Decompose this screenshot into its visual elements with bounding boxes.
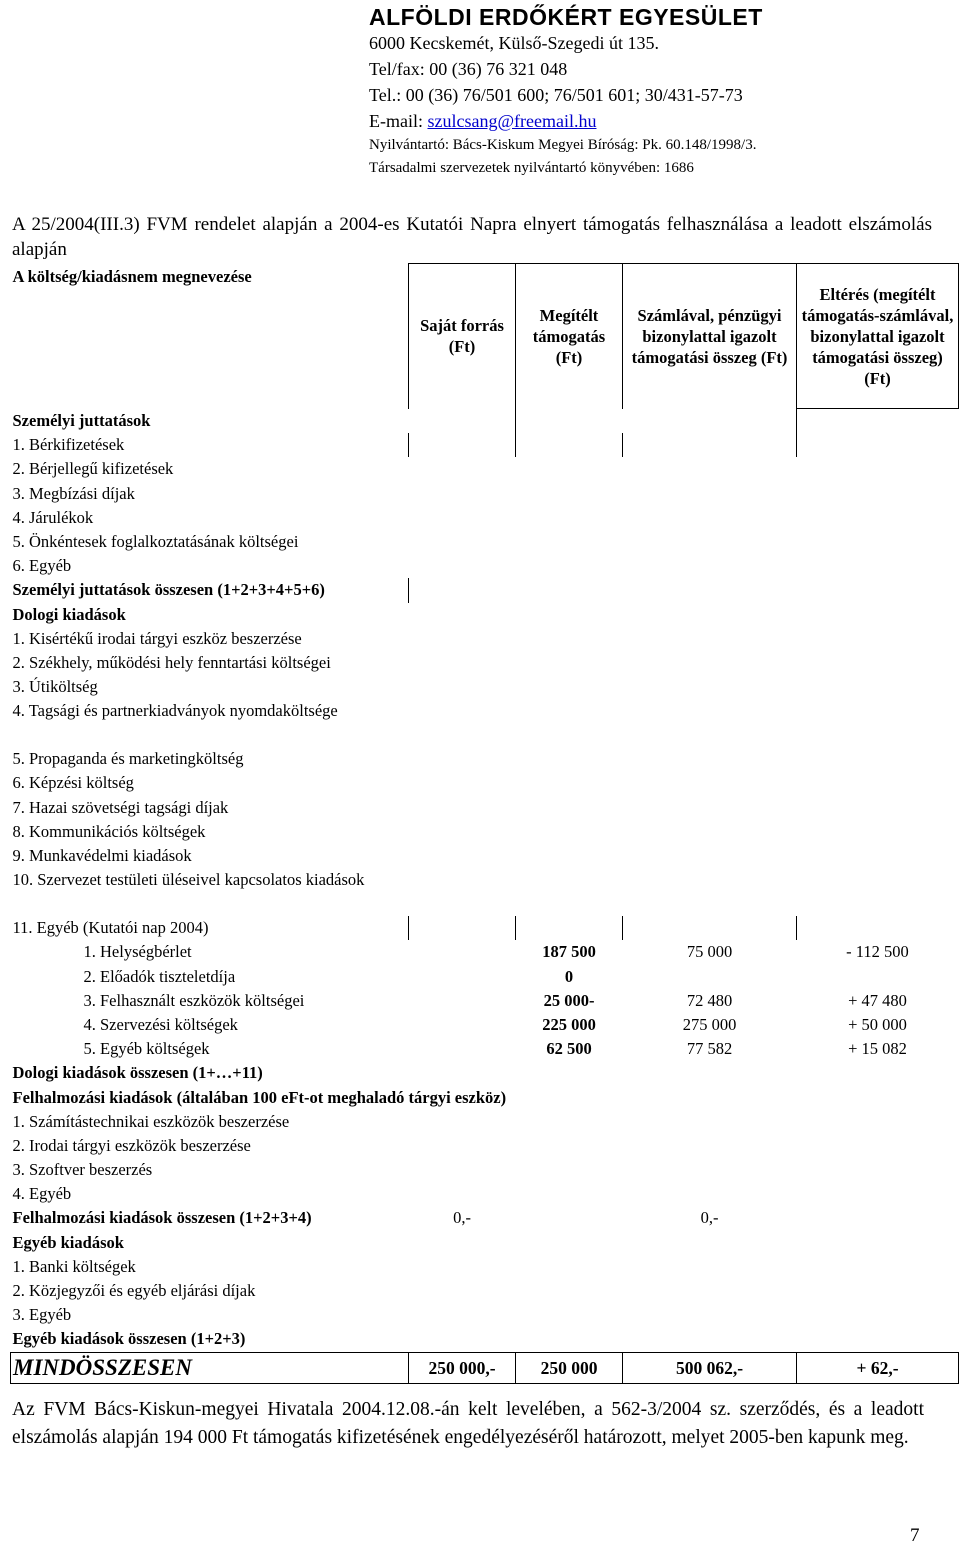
table-row: [11, 844, 959, 868]
row-label: 6. Egyéb: [12, 556, 72, 576]
table-row: [11, 771, 959, 795]
table-row: [11, 1013, 959, 1037]
table-row: [11, 603, 959, 627]
row-label: 2. Előadók tiszteletdíja: [83, 966, 236, 986]
table-row: [11, 554, 959, 578]
row-label: 1. Bérkifizetések: [12, 435, 125, 455]
table-row: [11, 820, 959, 844]
cell-granted: 0: [564, 966, 574, 986]
table-row: [11, 627, 959, 651]
cell-proven: [623, 965, 797, 989]
row-label: Személyi juttatások: [12, 410, 151, 430]
cell-diff: [797, 965, 959, 989]
total-diff: + 62,-: [797, 1352, 959, 1383]
telfax: Tel/fax: 00 (36) 76 321 048: [369, 59, 568, 79]
cell-proven: 77 582: [686, 1039, 733, 1059]
row-label: 1. Banki költségek: [12, 1256, 136, 1276]
cell-proven: 275 000: [682, 1014, 737, 1034]
header-proven: Számlával, pénzügyi bizonylattal igazolt támogatási összeg (Ft): [623, 264, 797, 409]
table-row: [11, 868, 959, 916]
telephone: Tel.: 00 (36) 76/501 600; 76/501 601; 30/431-57-73: [369, 85, 743, 105]
row-label: 3. Egyéb: [12, 1305, 72, 1325]
table-row: [11, 506, 959, 530]
row-label: 2. Székhely, működési hely fenntartási költségei: [12, 652, 331, 672]
table-row: [11, 1279, 959, 1303]
row-label: 7. Hazai szövetségi tagsági díjak: [12, 797, 229, 817]
row-label: 2. Bérjellegű kifizetések: [12, 459, 174, 479]
row-label: 4. Járulékok: [12, 507, 94, 527]
cell-diff: + 15 082: [848, 1039, 907, 1059]
row-label: Dologi kiadások összesen (1+…+11): [12, 1063, 263, 1083]
row-label: 4. Egyéb: [12, 1184, 72, 1204]
letterhead: [369, 4, 763, 180]
row-label: 3. Szoftver beszerzés: [12, 1160, 153, 1180]
cell-own: 0,-: [453, 1208, 471, 1228]
table-row: [11, 1110, 959, 1134]
row-label: 11. Egyéb (Kutatói nap 2004): [12, 918, 209, 938]
cell-diff: - 112 500: [846, 942, 909, 962]
table-row: [11, 409, 959, 434]
row-label: 5. Egyéb költségek: [83, 1039, 210, 1059]
row-label: 6. Képzési költség: [12, 773, 134, 793]
header-row: [11, 264, 959, 409]
email-label: E-mail:: [369, 111, 428, 131]
row-label: Személyi juttatások összesen (1+2+3+4+5+6): [12, 580, 325, 600]
table-row: [11, 916, 959, 940]
organization-name: ALFÖLDI ERDŐKÉRT EGYESÜLET: [369, 4, 763, 30]
row-label: 3. Útiköltség: [12, 677, 98, 697]
footer-paragraph: Az FVM Bács-Kiskun-megyei Hivatala 2004.12.08.-án kelt levelében, a 562-3/2004 sz. szerződés, és a leadott elszámolás alapján 194 000 Ft támogatás kifizetésének engedélyezéséről határozott, melyet 2005-ben kapunk meg.: [12, 1399, 924, 1448]
row-label: Egyéb kiadások: [12, 1232, 124, 1252]
table-row: [11, 578, 959, 602]
registry-book: Társadalmi szervezetek nyilvántartó könyvében: 1686: [369, 160, 694, 176]
total-label: MINDÖSSZESEN: [11, 1352, 409, 1383]
header-granted: Megítélt támogatás (Ft): [516, 264, 623, 409]
cell-proven: 75 000: [686, 942, 733, 962]
cell-proven: 72 480: [686, 990, 733, 1010]
row-label: 3. Felhasznált eszközök költségei: [83, 990, 305, 1010]
table-row: [11, 965, 959, 989]
row-label: Felhalmozási kiadások összesen (1+2+3+4): [12, 1208, 312, 1228]
table-row: [11, 482, 959, 506]
row-label: 2. Irodai tárgyi eszközök beszerzése: [12, 1135, 251, 1155]
table-row: [11, 796, 959, 820]
cell-diff: + 47 480: [848, 990, 907, 1010]
table-row: [11, 1182, 959, 1206]
row-label: Felhalmozási kiadások (általában 100 eFt-ot meghaladó tárgyi eszköz): [12, 1087, 507, 1107]
table-row: [11, 1086, 959, 1110]
table-row: [11, 1134, 959, 1158]
table-row: [11, 1061, 959, 1085]
cell-granted: 25 000-: [543, 990, 595, 1010]
address: 6000 Kecskemét, Külső-Szegedi út 135.: [369, 33, 659, 53]
table-row: [11, 699, 959, 747]
table-row: [11, 675, 959, 699]
table-row: [11, 1206, 959, 1230]
row-label: 8. Kommunikációs költségek: [12, 821, 206, 841]
total-row: [11, 1352, 959, 1383]
cell-granted: 225 000: [542, 1014, 596, 1034]
total-granted: 250 000: [516, 1352, 623, 1383]
cell-granted: 62 500: [546, 1039, 592, 1059]
intro-text: A 25/2004(III.3) FVM rendelet alapján a 2004-es Kutatói Napra elnyert támogatás felhasználása a leadott elszámolás alapján: [12, 214, 932, 260]
row-label: 5. Propaganda és marketingköltség: [12, 749, 244, 769]
header-diff: Eltérés (megítélt támogatás-számlával, bizonylattal igazolt támogatási összeg) (Ft): [797, 264, 959, 409]
expense-table-wrap: [10, 263, 960, 1384]
row-label: 4. Szervezési költségek: [83, 1014, 238, 1034]
header-own: Saját forrás (Ft): [409, 264, 516, 409]
row-label: Dologi kiadások: [12, 604, 126, 624]
header-name: A költség/kiadásnem megnevezése: [12, 266, 252, 286]
table-row: [11, 940, 959, 964]
expense-table: [10, 263, 959, 1384]
table-row: [11, 1231, 959, 1255]
table-row: [11, 433, 959, 457]
registry: Nyilvántartó: Bács-Kiskum Megyei Bíróság: Pk. 60.148/1998/3.: [369, 137, 757, 153]
table-row: [11, 989, 959, 1013]
table-row: [11, 1158, 959, 1182]
row-label: Egyéb kiadások összesen (1+2+3): [12, 1329, 246, 1349]
total-own: 250 000,-: [409, 1352, 516, 1383]
table-row: [11, 1303, 959, 1327]
row-label: 1. Kisértékű irodai tárgyi eszköz beszerzése: [12, 628, 302, 648]
row-label: 1. Számítástechnikai eszközök beszerzése: [12, 1111, 290, 1131]
table-row: [11, 1037, 959, 1061]
row-label: 2. Közjegyzői és egyéb eljárási díjak: [12, 1281, 256, 1300]
table-row: [11, 747, 959, 771]
row-label: 9. Munkavédelmi kiadások: [12, 846, 192, 865]
cell-diff: + 50 000: [848, 1014, 907, 1034]
table-row: [11, 530, 959, 554]
row-label: 3. Megbízási díjak: [12, 483, 135, 503]
table-row: [11, 1255, 959, 1279]
table-row: [11, 457, 959, 481]
row-label: 1. Helységbérlet: [83, 942, 192, 962]
table-row: [11, 651, 959, 675]
email-link[interactable]: szulcsang@freemail.hu: [427, 111, 597, 131]
row-label: 4. Tagsági és partnerkiadványok nyomdaköltsége: [12, 701, 338, 721]
row-label: 10. Szervezet testületi üléseivel kapcsolatos kiadások: [12, 870, 365, 890]
page-number: 7: [910, 1525, 920, 1546]
table-row: [11, 1327, 959, 1352]
cell-granted: 187 500: [542, 942, 596, 962]
row-label: 5. Önkéntesek foglalkoztatásának költségei: [12, 531, 299, 551]
email-line: [369, 108, 763, 134]
cell-proven: 0,-: [700, 1208, 719, 1228]
total-proven: 500 062,-: [623, 1352, 797, 1383]
